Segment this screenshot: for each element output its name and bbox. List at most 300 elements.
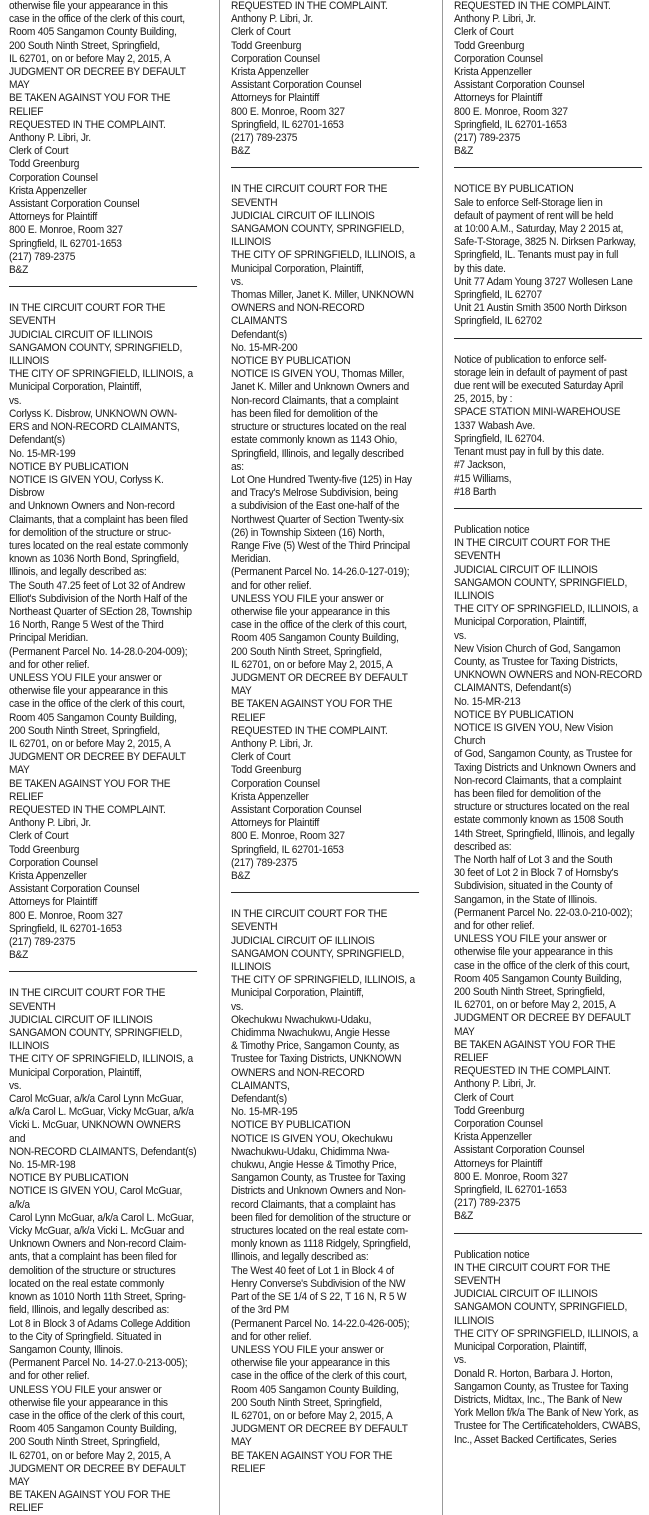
notice-line: Lot One Hundred Twenty-five (125) in Hay bbox=[231, 473, 412, 486]
notice-line: IL 62701, on or before May 2, 2015, A bbox=[9, 1449, 171, 1462]
notice-line: Todd Greenburg bbox=[454, 39, 525, 52]
notice-line: ILLINOIS bbox=[9, 355, 49, 368]
notice-line: known as 1010 North 11th Street, Spring- bbox=[9, 1291, 186, 1304]
notice-line: Publication notice bbox=[454, 523, 530, 536]
notice-line: SPACE STATION MINI-WAREHOUSE bbox=[454, 406, 621, 419]
notice-line: Springfield, IL 62707 bbox=[454, 289, 542, 302]
notice-line: B&Z bbox=[9, 264, 29, 277]
notice-line: vs. bbox=[454, 1354, 467, 1367]
notice-line: 200 South Ninth Street, Springfield, bbox=[231, 1396, 382, 1409]
notice-line: record Claimants, that a complaint has bbox=[231, 1198, 396, 1211]
notice-line: otherwise file your appearance in this bbox=[231, 605, 390, 618]
legal-notice bbox=[9, 302, 197, 962]
notice-line: vs. bbox=[9, 1079, 22, 1092]
notice-line: OWNERS and NON-RECORD CLAIMANTS, bbox=[231, 1066, 365, 1092]
notice-line: REQUESTED IN THE COMPLAINT. bbox=[454, 1065, 611, 1078]
notice-line: County, as Trustee for Taxing Districts, bbox=[454, 655, 618, 668]
notice-line: No. 15-MR-199 bbox=[9, 447, 76, 460]
notice-line: Municipal Corporation, Plaintiff, bbox=[9, 1066, 142, 1079]
notice-line: IL 62701, on or before May 2, 2015, A bbox=[9, 737, 171, 750]
notice-line: NOTICE IS GIVEN YOU, Thomas Miller, bbox=[231, 368, 405, 381]
notice-line: 200 South Ninth Street, Springfield, bbox=[231, 645, 382, 658]
notice-line: BE TAKEN AGAINST YOU FOR THE RELIEF bbox=[9, 1489, 171, 1515]
notice-line: SANGAMON COUNTY, SPRINGFIELD, bbox=[231, 223, 405, 236]
notice-line: default of payment of rent will be held bbox=[454, 209, 614, 222]
notice-line: Tenant must pay in full by this date. bbox=[454, 446, 604, 459]
notice-line: case in the office of the clerk of this court, bbox=[454, 959, 630, 972]
notice-line: Attorneys for Plaintiff bbox=[454, 92, 543, 105]
notice-line: Sangamon County, as Trustee for Taxing bbox=[454, 1380, 629, 1393]
notice-line: demolition of the structure or structures bbox=[9, 1264, 176, 1277]
notice-line: and Unknown Owners and Non-record bbox=[9, 500, 175, 513]
notice-line: Anthony P. Libri, Jr. bbox=[454, 13, 536, 26]
notice-line: Corporation Counsel bbox=[231, 52, 320, 65]
notice-line: Municipal Corporation, Plaintiff, bbox=[231, 987, 364, 1000]
notice-line: to the City of Springfield. Situated in bbox=[9, 1330, 162, 1343]
notice-line: Sangamon, in the State of Illinois. bbox=[454, 893, 598, 906]
notice-line: IN THE CIRCUIT COURT FOR THE SEVENTH bbox=[454, 1261, 611, 1288]
notice-line: Attorneys for Plaintiff bbox=[9, 896, 98, 909]
notice-line: (217) 789-2375 bbox=[454, 1197, 521, 1210]
notice-line: THE CITY OF SPRINGFIELD, ILLINOIS, a bbox=[231, 974, 415, 987]
notice-line: otherwise file your appearance in this bbox=[9, 0, 168, 12]
notice-line: Inc., Asset Backed Certificates, Series bbox=[454, 1433, 617, 1446]
notice-separator bbox=[454, 167, 642, 168]
notice-line: Room 405 Sangamon County Building, bbox=[454, 972, 622, 985]
notice-line: (Permanent Parcel No. 14-28.0-204-009); bbox=[9, 645, 188, 658]
notice-line: UNLESS YOU FILE your answer or bbox=[454, 933, 607, 946]
notice-line: Todd Greenburg bbox=[454, 1104, 525, 1117]
notice-line: Anthony P. Libri, Jr. bbox=[231, 737, 313, 750]
notice-line: Room 405 Sangamon County Building, bbox=[9, 1423, 177, 1436]
notice-line: The North half of Lot 3 and the South bbox=[454, 853, 613, 866]
notice-line: B&Z bbox=[231, 870, 251, 882]
notice-line: 800 E. Monroe, Room 327 bbox=[9, 224, 123, 237]
notice-separator bbox=[9, 286, 197, 287]
notice-line: Corporation Counsel bbox=[9, 171, 98, 184]
notice-line: located on the real estate commonly bbox=[9, 1277, 164, 1290]
notice-line: Vicki L. McGuar, UNKNOWN OWNERS and bbox=[9, 1119, 181, 1145]
notice-line: (26) in Township Sixteen (16) North, bbox=[231, 526, 385, 539]
notice-line: Corporation Counsel bbox=[9, 856, 98, 869]
legal-notice bbox=[454, 0, 642, 158]
notice-line: (217) 789-2375 bbox=[9, 250, 76, 263]
notice-line: Krista Appenzeller bbox=[231, 66, 309, 79]
notice-line: UNLESS YOU FILE your answer or bbox=[9, 671, 162, 684]
notice-line: Districts, Midtax, Inc., The Bank of New bbox=[454, 1393, 622, 1406]
notice-line: Krista Appenzeller bbox=[231, 790, 309, 803]
notice-line: NOTICE IS GIVEN YOU, New Vision Church bbox=[454, 721, 613, 748]
notice-line: of God, Sangamon County, as Trustee for bbox=[454, 748, 633, 761]
notice-line: Subdivision, situated in the County of bbox=[454, 880, 613, 893]
notice-line: Okechukwu Nwachukwu-Udaku, bbox=[231, 1013, 372, 1026]
notice-line: Springfield, IL 62702 bbox=[454, 315, 542, 328]
notice-line: No. 15-MR-213 bbox=[454, 695, 521, 708]
notice-line: SANGAMON COUNTY, SPRINGFIELD, bbox=[454, 1301, 628, 1314]
notice-line: JUDICIAL CIRCUIT OF ILLINOIS bbox=[231, 934, 375, 947]
notice-line: and for other relief. bbox=[231, 1330, 312, 1343]
notice-line: case in the office of the clerk of this court, bbox=[9, 1409, 185, 1422]
notice-line: BE TAKEN AGAINST YOU FOR THE RELIEF bbox=[454, 1038, 616, 1065]
notice-line: has been filed for demolition of the bbox=[454, 787, 601, 800]
notice-line: Todd Greenburg bbox=[231, 39, 302, 52]
notice-line: vs. bbox=[9, 394, 22, 407]
notice-line: (Permanent Parcel No. 14-27.0-213-005); bbox=[9, 1357, 188, 1370]
notice-line: OWNERS and NON-RECORD CLAIMANTS bbox=[231, 302, 365, 328]
notice-line: Clerk of Court bbox=[454, 26, 514, 39]
notice-line: York Mellon f/k/a The Bank of New York, as bbox=[454, 1407, 639, 1420]
notice-line: Springfield, IL 62701-1653 bbox=[9, 237, 122, 250]
notice-line: CLAIMANTS, Defendant(s) bbox=[454, 682, 572, 695]
notice-line: Springfield, IL 62701-1653 bbox=[231, 118, 344, 131]
notice-line: Clerk of Court bbox=[454, 1091, 514, 1104]
notice-line: Sangamon County, Illinois. bbox=[9, 1343, 123, 1356]
notice-line: 800 E. Monroe, Room 327 bbox=[231, 105, 345, 118]
notice-line: estate commonly known as 1508 South bbox=[454, 814, 624, 827]
notice-line: Springfield, IL. Tenants must pay in full bbox=[454, 249, 619, 262]
notice-line: 16 North, Range 5 West of the Third bbox=[9, 619, 164, 632]
notice-line: ILLINOIS bbox=[454, 589, 494, 602]
notice-line: (217) 789-2375 bbox=[231, 856, 298, 869]
notice-line: #15 Williams, bbox=[454, 472, 512, 485]
notice-line: Clerk of Court bbox=[9, 830, 69, 843]
notice-line: Illinois, and legally described as: bbox=[231, 1251, 369, 1264]
notice-line: (Permanent Parcel No. 22-03.0-210-002); bbox=[454, 906, 633, 919]
notice-line: Krista Appenzeller bbox=[454, 1131, 532, 1144]
notice-line: of the 3rd PM bbox=[231, 1304, 289, 1317]
notice-line: JUDICIAL CIRCUIT OF ILLINOIS bbox=[9, 1013, 153, 1026]
notice-line: IN THE CIRCUIT COURT FOR THE SEVENTH bbox=[231, 908, 388, 934]
notice-line: Notice of publication to enforce self- bbox=[454, 353, 607, 366]
legal-notice bbox=[231, 908, 419, 1476]
notice-line: Municipal Corporation, Plaintiff, bbox=[9, 381, 142, 394]
notice-line: a subdivision of the East one-half of the bbox=[231, 500, 400, 513]
notice-line: (217) 789-2375 bbox=[231, 132, 298, 145]
notice-line: JUDICIAL CIRCUIT OF ILLINOIS bbox=[9, 328, 153, 341]
notice-line: Trustee for The Certificateholders, CWABS, bbox=[454, 1420, 641, 1433]
notice-line: (Permanent Parcel No. 14-26.0-127-019); bbox=[231, 566, 410, 579]
notice-line: Unit 21 Austin Smith 3500 North Dirkson bbox=[454, 302, 627, 315]
notice-line: 800 E. Monroe, Room 327 bbox=[454, 105, 568, 118]
notice-separator bbox=[454, 508, 642, 509]
legal-notice bbox=[9, 987, 197, 1515]
notice-line: 200 South Ninth Street, Springfield, bbox=[9, 1436, 160, 1449]
notice-line: THE CITY OF SPRINGFIELD, ILLINOIS, a bbox=[9, 368, 193, 381]
legal-notice bbox=[454, 524, 642, 1224]
notice-line: ERS and NON-RECORD CLAIMANTS, bbox=[9, 421, 180, 434]
notice-line: Assistant Corporation Counsel bbox=[231, 79, 362, 92]
legal-notice bbox=[9, 0, 197, 277]
notice-line: Corlyss K. Disbrow, UNKNOWN OWN- bbox=[9, 407, 178, 420]
notice-line: SANGAMON COUNTY, SPRINGFIELD, bbox=[454, 576, 628, 589]
notice-line: Attorneys for Plaintiff bbox=[231, 817, 320, 830]
notice-line: and for other relief. bbox=[454, 920, 535, 932]
notice-line: REQUESTED IN THE COMPLAINT. bbox=[9, 118, 166, 131]
notice-separator bbox=[9, 971, 197, 972]
notice-separator bbox=[454, 338, 642, 339]
notice-line: IN THE CIRCUIT COURT FOR THE SEVENTH bbox=[9, 987, 166, 1013]
notice-line: Part of the SE 1/4 of S 22, T 16 N, R 5 W bbox=[231, 1291, 407, 1304]
notice-line: Krista Appenzeller bbox=[454, 66, 532, 79]
notice-line: B&Z bbox=[9, 949, 29, 962]
notice-line: ILLINOIS bbox=[231, 236, 271, 249]
notice-line: Springfield, Illinois, and legally described bbox=[231, 447, 404, 460]
notice-line: structures located on the real estate com- bbox=[231, 1225, 409, 1238]
notice-line: Corporation Counsel bbox=[454, 1118, 543, 1131]
notice-line: Vicky McGuar, a/k/a Vicki L. McGuar and bbox=[9, 1225, 185, 1238]
notice-line: 200 South Ninth Street, Springfield, bbox=[9, 39, 160, 52]
notice-line: (217) 789-2375 bbox=[9, 936, 76, 949]
notice-line: Todd Greenburg bbox=[9, 158, 80, 171]
notice-line: Assistant Corporation Counsel bbox=[9, 198, 140, 211]
notice-line: Anthony P. Libri, Jr. bbox=[231, 13, 313, 26]
notice-line: Sangamon County, as Trustee for Taxing bbox=[231, 1172, 406, 1185]
notice-line: Anthony P. Libri, Jr. bbox=[454, 1078, 536, 1091]
notice-line: UNKNOWN OWNERS and NON-RECORD bbox=[454, 669, 642, 682]
notice-line: JUDGMENT OR DECREE BY DEFAULT MAY bbox=[9, 751, 186, 777]
notice-line: Non-record Claimants, that a complaint bbox=[231, 394, 399, 407]
legal-notice bbox=[231, 0, 419, 158]
notice-line: vs. bbox=[231, 275, 244, 288]
notice-line: IN THE CIRCUIT COURT FOR THE SEVENTH bbox=[454, 537, 611, 563]
notice-line: NOTICE BY PUBLICATION bbox=[9, 460, 129, 473]
notice-line: monly known as 1118 Ridgely, Springfield, bbox=[231, 1238, 411, 1251]
notice-line: Room 405 Sangamon County Building, bbox=[231, 632, 399, 645]
notice-line: Defendant(s) bbox=[9, 434, 65, 447]
notice-line: IL 62701, on or before May 2, 2015, A bbox=[9, 52, 171, 65]
notice-line: Todd Greenburg bbox=[9, 843, 80, 856]
notice-line: Northwest Quarter of Section Twenty-six bbox=[231, 513, 404, 526]
notice-line: NOTICE IS GIVEN YOU, Okechukwu bbox=[231, 1132, 393, 1145]
notice-line: JUDICIAL CIRCUIT OF ILLINOIS bbox=[454, 563, 598, 576]
notice-line: No. 15-MR-200 bbox=[231, 341, 298, 354]
notice-line: B&Z bbox=[454, 145, 474, 158]
notice-line: Springfield, IL 62701-1653 bbox=[454, 1184, 567, 1197]
notice-line: Defendant(s) bbox=[231, 328, 287, 341]
notice-line: Carol McGuar, a/k/a Carol Lynn McGuar, bbox=[9, 1093, 184, 1106]
notice-line: Elliot's Subdivision of the North Half of the bbox=[9, 592, 188, 605]
notice-line: 25, 2015, by : bbox=[454, 393, 513, 406]
notice-line: JUDGMENT OR DECREE BY DEFAULT MAY bbox=[231, 1423, 408, 1449]
notice-line: known as 1036 North Bond, Springfield, bbox=[9, 553, 180, 566]
notice-line: Unit 77 Adam Young 3727 Wollesen Lane bbox=[454, 275, 633, 288]
notice-line: (Permanent Parcel No. 14-22.0-426-005); bbox=[231, 1317, 410, 1330]
column-divider bbox=[442, 0, 443, 1515]
notice-line: JUDGMENT OR DECREE BY DEFAULT MAY bbox=[9, 66, 186, 92]
notice-line: BE TAKEN AGAINST YOU FOR THE RELIEF bbox=[9, 92, 171, 118]
notice-line: case in the office of the clerk of this court, bbox=[9, 698, 185, 711]
notice-line: 800 E. Monroe, Room 327 bbox=[454, 1170, 568, 1183]
notice-line: UNLESS YOU FILE your answer or bbox=[231, 592, 384, 605]
notice-line: 14th Street, Springfield, Illinois, and legally bbox=[454, 827, 635, 840]
notice-line: Sale to enforce Self-Storage lien in bbox=[454, 196, 603, 209]
notice-line: ILLINOIS bbox=[454, 1314, 494, 1327]
notice-line: chukwu, Angie Hesse & Timothy Price, bbox=[231, 1159, 397, 1172]
notice-line: SANGAMON COUNTY, SPRINGFIELD, bbox=[231, 947, 405, 960]
notice-line: No. 15-MR-195 bbox=[231, 1106, 298, 1119]
notice-line: Room 405 Sangamon County Building, bbox=[9, 26, 177, 39]
notice-line: storage lein in default of payment of past bbox=[454, 366, 628, 379]
notice-line: 800 E. Monroe, Room 327 bbox=[231, 830, 345, 843]
notice-line: Districts and Unknown Owners and Non- bbox=[231, 1185, 406, 1198]
notice-line: NOTICE BY PUBLICATION bbox=[231, 1119, 351, 1132]
notice-line: Attorneys for Plaintiff bbox=[9, 211, 98, 224]
notice-line: REQUESTED IN THE COMPLAINT. bbox=[454, 0, 611, 12]
notice-line: The South 47.25 feet of Lot 32 of Andrew bbox=[9, 579, 185, 592]
notice-line: Attorneys for Plaintiff bbox=[231, 92, 320, 105]
notice-line: Range Five (5) West of the Third Principal bbox=[231, 539, 410, 552]
notice-line: Attorneys for Plaintiff bbox=[454, 1157, 543, 1170]
notice-line: Janet K. Miller and Unknown Owners and bbox=[231, 381, 409, 394]
notice-line: otherwise file your appearance in this bbox=[231, 1357, 390, 1370]
notice-line: Municipal Corporation, Plaintiff, bbox=[454, 616, 587, 629]
notice-line: UNLESS YOU FILE your answer or bbox=[231, 1343, 384, 1356]
notice-line: #7 Jackson, bbox=[454, 459, 506, 472]
notice-line: ILLINOIS bbox=[9, 1040, 49, 1053]
notice-line: Assistant Corporation Counsel bbox=[231, 803, 362, 816]
notice-line: Henry Converse's Subdivision of the NW bbox=[231, 1277, 406, 1290]
notice-line: Chidimma Nwachukwu, Angie Hesse bbox=[231, 1027, 390, 1040]
notice-line: tures located on the real estate commonly bbox=[9, 539, 188, 552]
notice-line: by this date. bbox=[454, 262, 506, 275]
notice-line: Thomas Miller, Janet K. Miller, UNKNOWN bbox=[231, 289, 414, 302]
notice-line: Anthony P. Libri, Jr. bbox=[9, 132, 91, 145]
notice-line: Carol Lynn McGuar, a/k/a Carol L. McGuar, bbox=[9, 1211, 194, 1224]
notice-line: due rent will be executed Saturday April bbox=[454, 380, 624, 393]
notice-line: has been filed for demolition of the bbox=[231, 407, 378, 420]
notice-line: at 10:00 A.M., Saturday, May 2 2015 at, bbox=[454, 223, 624, 236]
notice-separator bbox=[231, 892, 419, 893]
notice-line: NOTICE IS GIVEN YOU, Carol McGuar, a/k/a bbox=[9, 1185, 183, 1211]
notice-line: structure or structures located on the real bbox=[454, 801, 630, 814]
notice-line: Room 405 Sangamon County Building, bbox=[231, 1383, 399, 1396]
notice-line: Clerk of Court bbox=[231, 26, 291, 39]
notice-line: SANGAMON COUNTY, SPRINGFIELD, bbox=[9, 341, 183, 354]
notice-line: REQUESTED IN THE COMPLAINT. bbox=[9, 803, 166, 816]
column-3 bbox=[454, 0, 642, 1515]
notice-line: IL 62701, on or before May 2, 2015, A bbox=[231, 658, 393, 671]
notice-line: NOTICE BY PUBLICATION bbox=[454, 708, 574, 721]
notice-line: JUDICIAL CIRCUIT OF ILLINOIS bbox=[454, 1288, 598, 1301]
notice-line: Municipal Corporation, Plaintiff, bbox=[454, 1341, 587, 1354]
column-1 bbox=[9, 0, 197, 1515]
column-divider bbox=[219, 0, 220, 1515]
notice-line: Principal Meridian. bbox=[9, 632, 89, 645]
notice-line: Krista Appenzeller bbox=[9, 184, 87, 197]
column-2 bbox=[231, 0, 419, 1515]
notice-line: Todd Greenburg bbox=[231, 764, 302, 777]
legal-notice bbox=[454, 1249, 642, 1447]
notice-line: Room 405 Sangamon County Building, bbox=[9, 711, 177, 724]
notice-line: Safe-T-Storage, 3825 N. Dirksen Parkway, bbox=[454, 236, 636, 249]
notice-line: BE TAKEN AGAINST YOU FOR THE RELIEF bbox=[9, 777, 171, 803]
notice-line: otherwise file your appearance in this bbox=[9, 1396, 168, 1409]
notice-line: a/k/a Carol L. McGuar, Vicky McGuar, a/k/a bbox=[9, 1106, 194, 1119]
notice-line: ants, that a complaint has been filed for bbox=[9, 1251, 177, 1264]
notice-line: Corporation Counsel bbox=[231, 777, 320, 790]
notice-line: 200 South Ninth Street, Springfield, bbox=[454, 986, 605, 999]
notice-line: Springfield, IL 62701-1653 bbox=[9, 922, 122, 935]
notice-line: Clerk of Court bbox=[9, 145, 69, 158]
notice-line: 200 South Ninth Street, Springfield, bbox=[9, 724, 160, 737]
notice-line: BE TAKEN AGAINST YOU FOR THE RELIEF bbox=[231, 1449, 393, 1475]
notice-line: JUDGMENT OR DECREE BY DEFAULT MAY bbox=[9, 1462, 186, 1488]
notice-line: Assistant Corporation Counsel bbox=[9, 883, 140, 896]
notice-line: Defendant(s) bbox=[231, 1093, 287, 1106]
notice-line: B&Z bbox=[231, 145, 251, 158]
notice-line: IL 62701, on or before May 2, 2015, A bbox=[231, 1409, 393, 1422]
notice-line: REQUESTED IN THE COMPLAINT. bbox=[231, 0, 388, 12]
notice-line: New Vision Church of God, Sangamon bbox=[454, 642, 621, 655]
notice-line: field, Illinois, and legally described as: bbox=[9, 1304, 170, 1317]
notice-line: and for other relief. bbox=[231, 579, 312, 592]
notice-line: IN THE CIRCUIT COURT FOR THE SEVENTH bbox=[9, 302, 166, 328]
notice-line: The West 40 feet of Lot 1 in Block 4 of bbox=[231, 1264, 394, 1277]
legal-notice bbox=[454, 354, 642, 499]
notice-line: vs. bbox=[454, 629, 467, 642]
notice-line: ILLINOIS bbox=[231, 961, 271, 974]
notice-line: case in the office of the clerk of this court, bbox=[9, 13, 185, 26]
notice-line: Assistant Corporation Counsel bbox=[454, 1144, 585, 1157]
notice-line: structure or structures located on the real bbox=[231, 421, 407, 434]
notice-line: BE TAKEN AGAINST YOU FOR THE RELIEF bbox=[231, 698, 393, 724]
notice-line: Publication notice bbox=[454, 1248, 530, 1261]
notice-line: REQUESTED IN THE COMPLAINT. bbox=[231, 724, 388, 737]
notice-line: Assistant Corporation Counsel bbox=[454, 79, 585, 92]
notice-line: NOTICE BY PUBLICATION bbox=[454, 183, 574, 196]
notice-line: B&Z bbox=[454, 1210, 474, 1223]
notice-line: Trustee for Taxing Districts, UNKNOWN bbox=[231, 1053, 402, 1066]
notice-line: Corporation Counsel bbox=[454, 52, 543, 65]
notice-line: been filed for demolition of the structure or bbox=[231, 1211, 411, 1224]
notice-line: SANGAMON COUNTY, SPRINGFIELD, bbox=[9, 1027, 183, 1040]
notice-line: as: bbox=[231, 460, 244, 473]
notice-line: Clerk of Court bbox=[231, 751, 291, 764]
notice-line: IL 62701, on or before May 2, 2015, A bbox=[454, 999, 616, 1012]
notice-line: Lot 8 in Block 3 of Adams College Addition bbox=[9, 1317, 191, 1330]
notice-line: Nwachukwu-Udaku, Chidimma Nwa- bbox=[231, 1145, 390, 1158]
notice-line: NON-RECORD CLAIMANTS, Defendant(s) bbox=[9, 1145, 197, 1158]
notice-line: and Tracy's Melrose Subdivision, being bbox=[231, 487, 398, 500]
notice-line: JUDGMENT OR DECREE BY DEFAULT MAY bbox=[231, 671, 408, 698]
notice-line: Krista Appenzeller bbox=[9, 870, 87, 882]
notice-line: Municipal Corporation, Plaintiff, bbox=[231, 262, 364, 275]
notice-separator bbox=[454, 1233, 642, 1234]
notice-line: Springfield, IL 62704. bbox=[454, 432, 545, 445]
notice-line: Anthony P. Libri, Jr. bbox=[9, 817, 91, 830]
notice-line: No. 15-MR-198 bbox=[9, 1159, 76, 1172]
notice-line: THE CITY OF SPRINGFIELD, ILLINOIS, a bbox=[454, 603, 638, 616]
notice-line: NOTICE BY PUBLICATION bbox=[231, 355, 351, 368]
notice-line: JUDICIAL CIRCUIT OF ILLINOIS bbox=[231, 209, 375, 222]
notice-line: Taxing Districts and Unknown Owners and bbox=[454, 761, 636, 774]
notice-line: Springfield, IL 62701-1653 bbox=[454, 118, 567, 131]
notice-line: UNLESS YOU FILE your answer or bbox=[9, 1383, 162, 1396]
notice-line: otherwise file your appearance in this bbox=[9, 685, 168, 698]
notice-line: 1337 Wabash Ave. bbox=[454, 419, 535, 432]
notice-line: Illinois, and legally described as: bbox=[9, 566, 147, 579]
notice-line: (217) 789-2375 bbox=[454, 132, 521, 145]
notice-line: Unknown Owners and Non-record Claim- bbox=[9, 1238, 187, 1251]
notice-line: NOTICE IS GIVEN YOU, Corlyss K. Disbrow bbox=[9, 473, 164, 500]
legal-notice bbox=[231, 183, 419, 883]
notice-line: case in the office of the clerk of this court, bbox=[231, 1370, 407, 1383]
notice-line: and for other relief. bbox=[9, 1370, 90, 1383]
notice-line: 30 feet of Lot 2 in Block 7 of Hornsby's bbox=[454, 867, 619, 880]
notice-line: JUDGMENT OR DECREE BY DEFAULT MAY bbox=[454, 1012, 631, 1038]
notice-line: Non-record Claimants, that a complaint bbox=[454, 774, 622, 787]
notice-line: otherwise file your appearance in this bbox=[454, 946, 613, 959]
